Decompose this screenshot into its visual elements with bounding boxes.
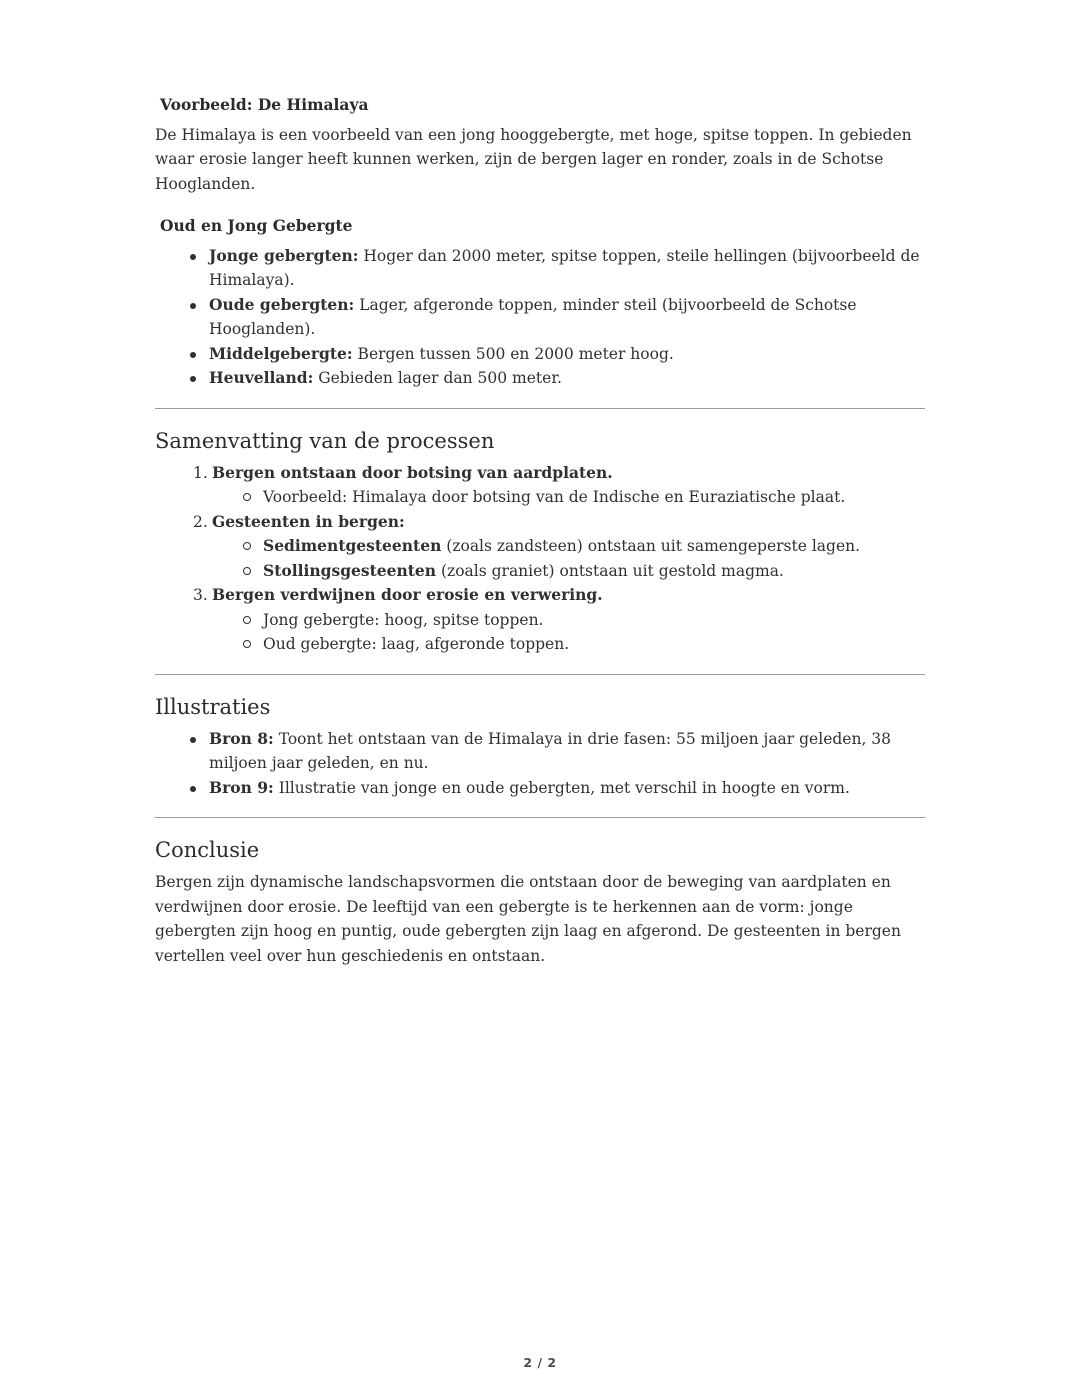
sub-item-lead: Stollingsgesteenten <box>263 560 437 580</box>
sub-item-text <box>263 608 925 633</box>
list-item-rest: Lager, afgeronde toppen, minder steil (bijvoorbeeld de Schotse Hooglanden). <box>209 295 857 338</box>
bullet-circle-icon <box>243 616 251 624</box>
list-item-text <box>209 293 925 342</box>
bullet-disc-icon <box>190 737 196 743</box>
sub-list-item <box>155 632 925 657</box>
list-oud-en-jong <box>155 244 925 391</box>
sub-item-rest: Jong gebergte: hoog, spitse toppen. <box>263 610 544 629</box>
bullet-disc-icon <box>190 786 196 792</box>
list-item <box>155 366 925 391</box>
heading-voorbeeld-de-himalaya: Voorbeeld: De Himalaya <box>160 95 369 114</box>
numbered-item-lead: Bergen verdwijnen door erosie en verwering. <box>212 585 603 604</box>
sub-item-text <box>263 632 925 657</box>
numbered-item <box>155 461 925 486</box>
sub-item-rest: Voorbeeld: Himalaya door botsing van de Indische en Euraziatische plaat. <box>263 488 846 506</box>
list-item-lead: Bron 9: <box>209 777 274 797</box>
sub-list-item <box>155 485 925 510</box>
circle-bullet-marker <box>243 485 263 510</box>
list-item-rest: Hoger dan 2000 meter, spitse toppen, steile hellingen (bijvoorbeeld de Himalaya). <box>209 246 920 289</box>
bullet-marker <box>190 776 209 801</box>
list-item <box>155 727 925 776</box>
numbered-item-lead: Gesteenten in bergen: <box>212 511 405 531</box>
list-number: 3. <box>193 586 208 604</box>
sub-list-item <box>155 559 925 584</box>
numbered-item-text <box>212 583 925 608</box>
numbered-item-text <box>212 510 925 535</box>
bullet-circle-icon <box>243 542 251 550</box>
heading-oud-en-jong-gebergte: Oud en Jong Gebergte <box>160 216 353 235</box>
paragraph-conclusie: Bergen zijn dynamische landschapsvormen die ontstaan door de beweging van aardplaten en verdwijnen door erosie. De leeftijd van een gebergte is te herkennen aan de vorm: jonge gebergten zijn hoog en puntig, oude gebergten zijn laag en afgerond. De gesteenten in bergen vertellen veel over hun geschiedenis en ontstaan. <box>155 873 901 965</box>
circle-bullet-marker <box>243 559 263 584</box>
list-item-rest: Bergen tussen 500 en 2000 meter hoog. <box>352 344 674 363</box>
sub-list-item <box>155 608 925 633</box>
list-item-rest: Illustratie van jonge en oude gebergten, met verschil in hoogte en vorm. <box>273 778 850 797</box>
sub-item-text <box>263 485 925 510</box>
list-item-text <box>209 366 925 391</box>
sub-list-item <box>155 534 925 559</box>
sub-item-text <box>263 534 925 559</box>
list-item-lead: Middelgebergte: <box>209 343 353 363</box>
paragraph-voorbeeld: De Himalaya is een voorbeeld van een jong hooggebergte, met hoge, spitse toppen. In gebieden waar erosie langer heeft kunnen werken, zijn de bergen lager en ronder, zoals in de Schotse Hooglanden. <box>155 125 912 193</box>
list-item-rest: Toont het ontstaan van de Himalaya in drie fasen: 55 miljoen jaar geleden, 38 miljoen jaar geleden, en nu. <box>209 729 892 772</box>
heading-samenvatting: Samenvatting van de processen <box>155 428 495 453</box>
list-number: 1. <box>193 463 208 482</box>
bullet-marker <box>190 366 209 391</box>
bullet-marker <box>190 293 209 342</box>
list-item-lead: Bron 8: <box>209 728 274 748</box>
sub-item-rest: (zoals graniet) ontstaan uit gestold magma. <box>436 561 784 580</box>
numbered-item-text <box>212 461 925 486</box>
list-number: 2. <box>193 512 208 531</box>
sub-item-rest: Oud gebergte: laag, afgeronde toppen. <box>263 635 570 653</box>
list-item <box>155 244 925 293</box>
circle-bullet-marker <box>243 632 263 657</box>
numbered-item <box>155 510 925 535</box>
list-item-text <box>209 776 925 801</box>
bullet-disc-icon <box>190 376 196 382</box>
list-item-lead: Heuvelland: <box>209 368 314 387</box>
bullet-marker <box>190 244 209 293</box>
list-item <box>155 293 925 342</box>
bullet-marker <box>190 342 209 367</box>
section-divider <box>155 674 925 675</box>
list-item-lead: Jonge gebergten: <box>209 245 359 265</box>
list-item-text <box>209 342 925 367</box>
list-item <box>155 776 925 801</box>
bullet-disc-icon <box>190 254 196 260</box>
sub-item-text <box>263 559 925 584</box>
list-item-text <box>209 244 925 293</box>
bullet-disc-icon <box>190 303 196 309</box>
bullet-circle-icon <box>243 567 251 575</box>
heading-illustraties: Illustraties <box>155 694 271 719</box>
list-item-rest: Gebieden lager dan 500 meter. <box>313 369 562 387</box>
circle-bullet-marker <box>243 608 263 633</box>
page-number: 2 / 2 <box>523 1355 557 1370</box>
section-divider <box>155 408 925 409</box>
bullet-marker <box>190 727 209 776</box>
numbered-item <box>155 583 925 608</box>
section-divider <box>155 817 925 818</box>
sub-item-lead: Sedimentgesteenten <box>263 536 442 555</box>
bullet-disc-icon <box>190 352 196 358</box>
bullet-circle-icon <box>243 640 251 648</box>
numbered-list-samenvatting <box>155 461 925 657</box>
list-item-text <box>209 727 925 776</box>
bullet-circle-icon <box>243 493 251 501</box>
sub-item-rest: (zoals zandsteen) ontstaan uit samengeperste lagen. <box>441 537 861 555</box>
list-item <box>155 342 925 367</box>
circle-bullet-marker <box>243 534 263 559</box>
numbered-item-lead: Bergen ontstaan door botsing van aardplaten. <box>212 462 613 482</box>
list-illustraties <box>155 727 925 801</box>
heading-conclusie: Conclusie <box>155 838 260 862</box>
list-item-lead: Oude gebergten: <box>209 294 355 314</box>
